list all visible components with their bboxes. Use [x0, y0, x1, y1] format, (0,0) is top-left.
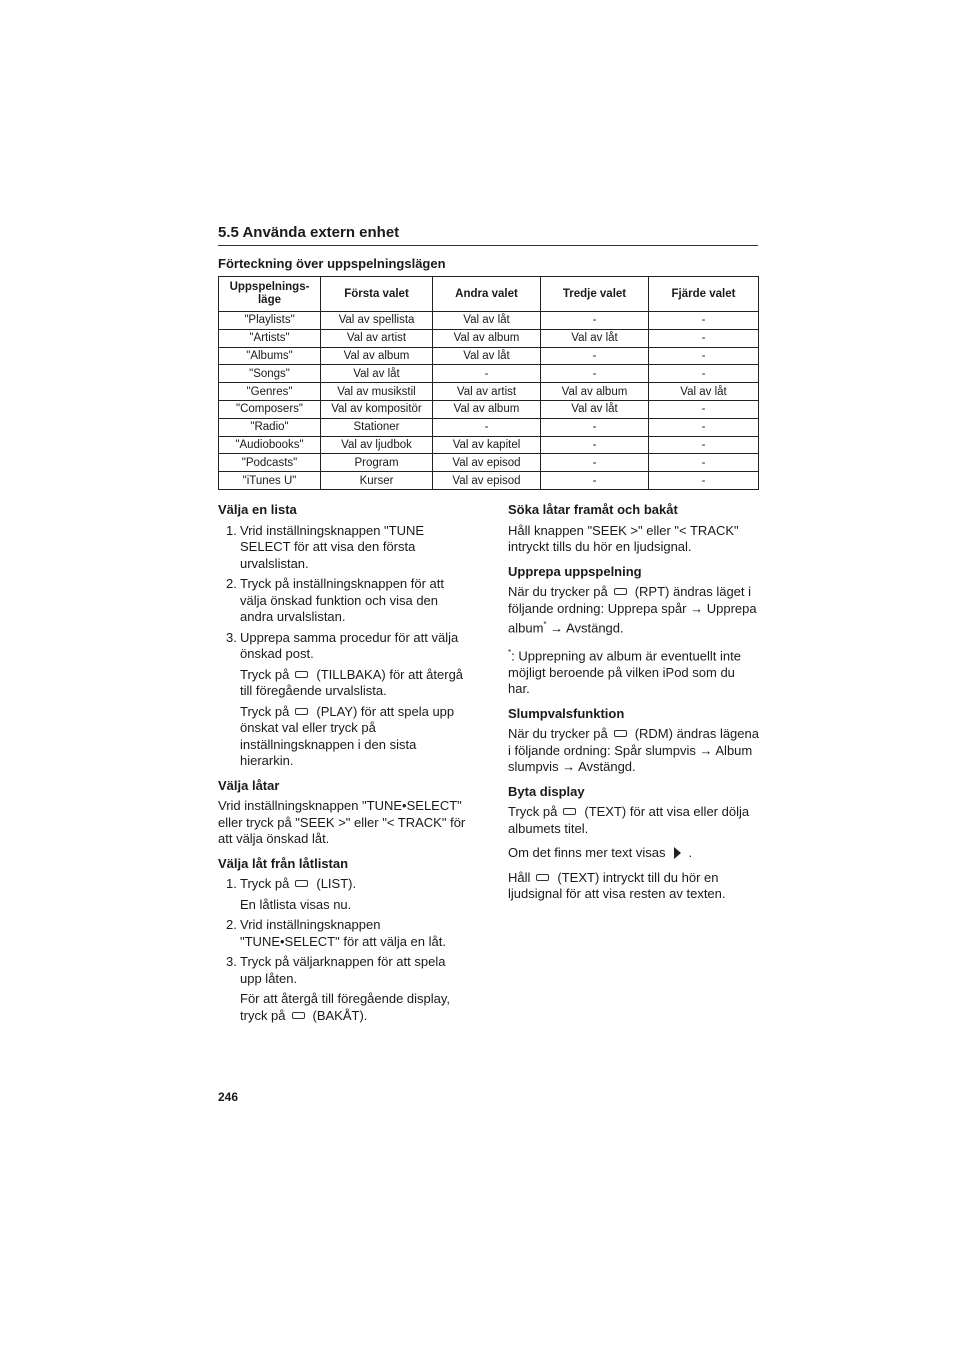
paragraph [508, 584, 760, 637]
table-cell: - [541, 312, 649, 330]
table-cell: - [541, 347, 649, 365]
steps-latlistan [218, 876, 470, 1024]
table-cell: Val av musikstil [321, 383, 433, 401]
list-item: 3. Tryck på väljarknappen för att spela upp låten. För att återgå till föregående display, tryck på (BAKÅT). [218, 954, 470, 1024]
table-cell: "Songs" [219, 365, 321, 383]
table-cell: "Playlists" [219, 312, 321, 330]
text: → Avstängd. [546, 620, 624, 636]
list-item: 1. Vrid inställningsknappen "TUNE SELECT för att visa den första urvalslistan. [226, 522, 425, 571]
table-cell: - [541, 418, 649, 436]
button-icon [292, 1012, 305, 1019]
button-icon [563, 808, 576, 815]
footnote-text: : Upprepning av album är eventuellt inte möjligt beroende på vilken iPod som du har. [508, 648, 741, 697]
table-cell: - [433, 365, 541, 383]
step-note: En låtlista visas nu. [240, 896, 352, 912]
table-row [219, 472, 759, 490]
steps-valja-lista [218, 523, 470, 770]
note-text: (PLAY) för att spela upp önskat val eller tryck på inställningsknappen i den sista hierarkin. [240, 703, 455, 768]
table-cell: - [649, 472, 759, 490]
heading-latlistan: Välja låt från låtlistan [218, 855, 349, 871]
table-cell: Val av album [541, 383, 649, 401]
table-cell: - [649, 418, 759, 436]
text: Om det finns mer text visas [508, 845, 666, 861]
table-row [219, 418, 759, 436]
heading-slump: Slumpvalsfunktion [508, 705, 625, 721]
button-icon [295, 708, 308, 715]
text: . [688, 845, 693, 861]
paragraph [508, 726, 760, 776]
table-cell: Val av episod [433, 454, 541, 472]
table-cell: Val av kompositör [321, 400, 433, 418]
table-cell: Val av låt [541, 329, 649, 347]
playback-modes-table [218, 276, 759, 490]
heading-upprepa: Upprepa uppspelning [508, 563, 642, 579]
table-cell: - [649, 400, 759, 418]
paragraph [508, 845, 760, 862]
paragraph: Vrid inställningsknappen "TUNE•SELECT" eller tryck på "SEEK >" eller "< TRACK" för att välja önskad låt. [218, 798, 466, 846]
table-cell: Program [321, 454, 433, 472]
heading-valja-lista: Välja en lista [218, 502, 297, 517]
button-icon [614, 588, 627, 595]
table-body [219, 312, 759, 490]
table-cell: - [541, 365, 649, 383]
table-header-cell: Fjärde valet [649, 277, 759, 312]
text: Tryck på [508, 804, 558, 820]
table-cell: Val av låt [433, 347, 541, 365]
step-text: Vrid inställningsknappen "TUNE•SELECT" för att välja en låt. [240, 917, 446, 949]
table-cell: Val av album [321, 347, 433, 365]
table-header-cell: Uppspelnings-läge [219, 277, 321, 312]
step-note [240, 991, 470, 1024]
paragraph: Håll knappen "SEEK >" eller "< TRACK" intryckt tills du hör en ljudsignal. [508, 522, 739, 554]
table-row [219, 312, 759, 330]
table-cell: Val av album [433, 329, 541, 347]
text: När du trycker på [508, 726, 608, 742]
section-header: 5.5 Använda extern enhet [218, 224, 758, 246]
table-cell: Val av artist [321, 329, 433, 347]
table-cell: Val av kapitel [433, 436, 541, 454]
note-text: (TILLBAKA) för att återgå till föregående urvalslista. [240, 666, 464, 698]
note-text: För att återgå till föregående display, tryck på [240, 991, 451, 1023]
table-row [219, 436, 759, 454]
table-cell: Val av låt [433, 312, 541, 330]
button-icon [614, 730, 627, 737]
button-icon [536, 874, 549, 881]
footnote-marker: * [508, 647, 512, 657]
table-header-cell: Andra valet [433, 277, 541, 312]
table-header-row [219, 277, 759, 312]
step-text: Tryck på [240, 876, 290, 891]
table-cell: - [433, 418, 541, 436]
table-cell: "Composers" [219, 400, 321, 418]
heading-display: Byta display [508, 783, 585, 799]
table-cell: - [541, 472, 649, 490]
table-cell: "Genres" [219, 383, 321, 401]
list-item: 1. Tryck på (LIST). En låtlista visas nu. [218, 876, 470, 913]
text: (TEXT) intryckt till du hör en ljudsignal för att visa resten av texten. [508, 869, 726, 902]
heading-valja-latar: Välja låtar [218, 777, 280, 793]
note-text: Tryck på [240, 703, 290, 719]
table-cell: - [541, 436, 649, 454]
table-cell: - [649, 454, 759, 472]
left-column [218, 502, 470, 1032]
button-icon [295, 880, 308, 887]
text: (TEXT) för att visa eller dölja albumets titel. [508, 804, 750, 836]
note-text: Tryck på [240, 666, 290, 682]
list-item: 3. Upprepa samma procedur för att välja önskad post. Tryck på (TILLBAKA) för att återgå till föregående urvalslista. Tryck på (PLAY) för att spela upp önskat val eller tryck på inställningsknappen i den sista hierarkin. [218, 630, 470, 770]
table-cell: "Podcasts" [219, 454, 321, 472]
table-cell: Val av album [433, 400, 541, 418]
arrow-right-icon [674, 847, 681, 859]
table-cell: "Audiobooks" [219, 436, 321, 454]
table-header-cell: Tredje valet [541, 277, 649, 312]
list-item: 2. Vrid inställningsknappen "TUNE•SELECT" för att välja en låt. [226, 917, 446, 949]
step-text: Vrid inställningsknappen "TUNE SELECT för att visa den första urvalslistan. [240, 522, 425, 571]
table-row [219, 329, 759, 347]
step-note [240, 704, 470, 770]
text: När du trycker på [508, 584, 608, 599]
text: Håll [508, 869, 531, 885]
table-cell: Val av ljudbok [321, 436, 433, 454]
paragraph [508, 804, 760, 837]
table-cell: Val av låt [321, 365, 433, 383]
step-text: (LIST). [316, 876, 357, 891]
footnote [508, 645, 760, 698]
step-text: Tryck på väljarknappen för att spela upp låten. [240, 954, 446, 986]
step-text: Tryck på inställningsknappen för att välja önskad funktion och visa den andra urvalslistan. [240, 576, 445, 624]
page-number: 246 [218, 1090, 239, 1104]
table-cell: - [649, 347, 759, 365]
table-row [219, 454, 759, 472]
button-icon [295, 671, 308, 678]
footnote-marker: * [543, 620, 547, 629]
text: (RDM) ändras lägena i följande ordning: Spår slumpvis → Album slumpvis → Avstängd. [508, 726, 759, 775]
table-cell: Stationer [321, 418, 433, 436]
table-cell: - [649, 329, 759, 347]
note-text: (BAKÅT). [312, 1007, 368, 1023]
table-cell: "Radio" [219, 418, 321, 436]
table-cell: Val av spellista [321, 312, 433, 330]
text: (RPT) ändras läget i följande ordning: Upprepa spår → Upprepa album [508, 584, 757, 636]
table-cell: - [649, 436, 759, 454]
table-row [219, 400, 759, 418]
step-text: Upprepa samma procedur för att välja önskad post. [240, 629, 459, 661]
step-note [240, 667, 470, 700]
table-row [219, 365, 759, 383]
table-cell: "iTunes U" [219, 472, 321, 490]
table-cell: - [649, 312, 759, 330]
right-column [508, 502, 760, 911]
table-header-cell: Första valet [321, 277, 433, 312]
table-cell: "Albums" [219, 347, 321, 365]
table-title: Förteckning över uppspelningslägen [218, 256, 446, 271]
table-cell: - [541, 454, 649, 472]
heading-soka: Söka låtar framåt och bakåt [508, 502, 678, 517]
table-cell: - [649, 365, 759, 383]
table-cell: Val av låt [541, 400, 649, 418]
list-item: 2. Tryck på inställningsknappen för att välja önskad funktion och visa den andra urvalslistan. [226, 576, 445, 624]
table-row [219, 347, 759, 365]
table-cell: "Artists" [219, 329, 321, 347]
table-cell: Val av artist [433, 383, 541, 401]
table-row [219, 383, 759, 401]
table-cell: Val av låt [649, 383, 759, 401]
table-cell: Kurser [321, 472, 433, 490]
table-cell: Val av episod [433, 472, 541, 490]
paragraph [508, 870, 760, 903]
